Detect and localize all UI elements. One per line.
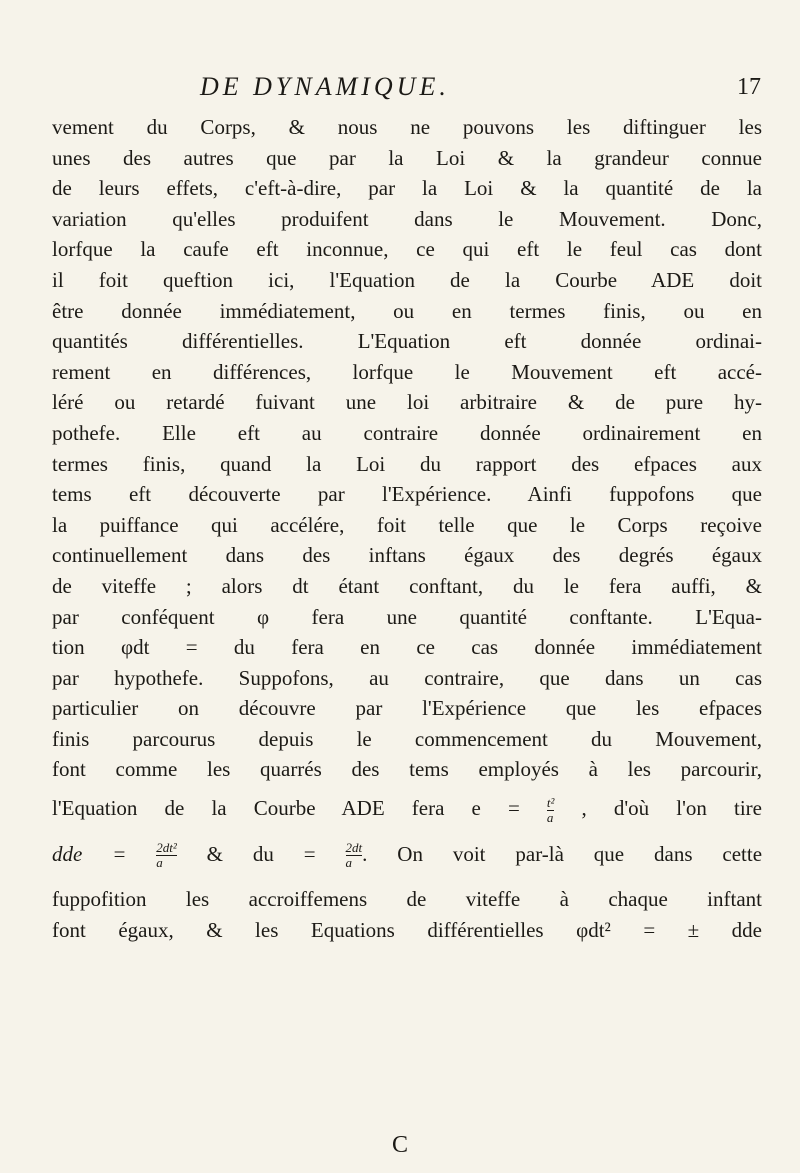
text-line: finis parcourus depuis le commencement du Mouvement, (52, 726, 762, 751)
text-line: continuellement dans des inftans égaux des degrés égaux (52, 543, 762, 568)
fraction-numerator: 2dt² (156, 840, 177, 856)
text-line: font égaux, & les Equations différentielles φdt² = ± dde (52, 918, 762, 943)
text-line: variation qu'elles produifent dans le Mouvement. Donc, (52, 206, 762, 231)
fraction (156, 841, 177, 870)
text-line: lorfque la caufe eft inconnue, ce qui eft le feul cas dont (52, 237, 762, 262)
formula-line (52, 839, 762, 871)
text-line: unes des autres que par la Loi & la grandeur connue (52, 145, 762, 170)
formula-text: & du = (206, 841, 316, 866)
text-line: tion φdt = du fera en ce cas donnée immédiatement (52, 635, 762, 660)
formula-text: l'Equation de la Courbe ADE fera e = (52, 796, 520, 821)
text-line: de leurs effets, c'eft-à-dire, par la Loi & la quantité de la (52, 176, 762, 201)
text-line: la puiffance qui accélére, foit telle que le Corps reçoive (52, 512, 762, 537)
running-head (0, 72, 800, 112)
signature-mark: C (391, 1132, 408, 1158)
fraction (346, 841, 363, 870)
formula-text: dde = (52, 841, 127, 866)
text-line: de viteffe ; alors dt étant conftant, du le fera auffi, & (52, 573, 762, 598)
text-line: pothefe. Elle eft au contraire donnée ordinairement en (52, 420, 762, 445)
formula-block (52, 793, 762, 870)
fraction-numerator: 2dt (345, 840, 363, 856)
text-line: particulier on découvre par l'Expérience que les efpaces (52, 696, 762, 721)
text-line: quantités différentielles. L'Equation eft donnée ordinai- (52, 329, 762, 354)
fraction-numerator: t² (546, 794, 555, 810)
text-line: par hypothefe. Suppofons, au contraire, que dans un cas (52, 665, 762, 690)
text-line: vement du Corps, & nous ne pouvons les diftinguer les (52, 115, 762, 139)
text-line: être donnée immédiatement, ou en termes finis, ou en (52, 298, 762, 323)
text-line: termes finis, quand la Loi du rapport des efpaces aux (52, 451, 762, 476)
text-line: par conféquent φ fera une quantité conftante. L'Equa- (52, 604, 762, 629)
page-number: 17 (737, 74, 761, 100)
text-line: léré ou retardé fuivant une loi arbitraire & de pure hy- (52, 390, 762, 415)
formula-text: , d'où l'on tire (581, 796, 762, 821)
fraction (547, 796, 555, 825)
fraction-denominator: a (346, 855, 363, 870)
formula-text: . On voit par-là que dans cette (362, 841, 763, 866)
running-title: DE DYNAMIQUE. (200, 72, 450, 101)
formula-line (52, 793, 762, 825)
text-line: tems eft découverte par l'Expérience. Ainfi fuppofons que (52, 482, 762, 507)
fraction-denominator: a (156, 855, 177, 870)
text-line: fuppofition les accroiffemens de viteffe à chaque inftant (52, 887, 762, 912)
text-line: font comme les quarrés des tems employés à les parcourir, (52, 757, 762, 782)
body-text (52, 112, 762, 946)
text-line: rement en différences, lorfque le Mouvement eft accé- (52, 359, 762, 384)
fraction-denominator: a (546, 809, 554, 825)
text-line: il foit queftion ici, l'Equation de la Courbe ADE doit (52, 267, 762, 292)
closing-paragraph (52, 884, 762, 945)
